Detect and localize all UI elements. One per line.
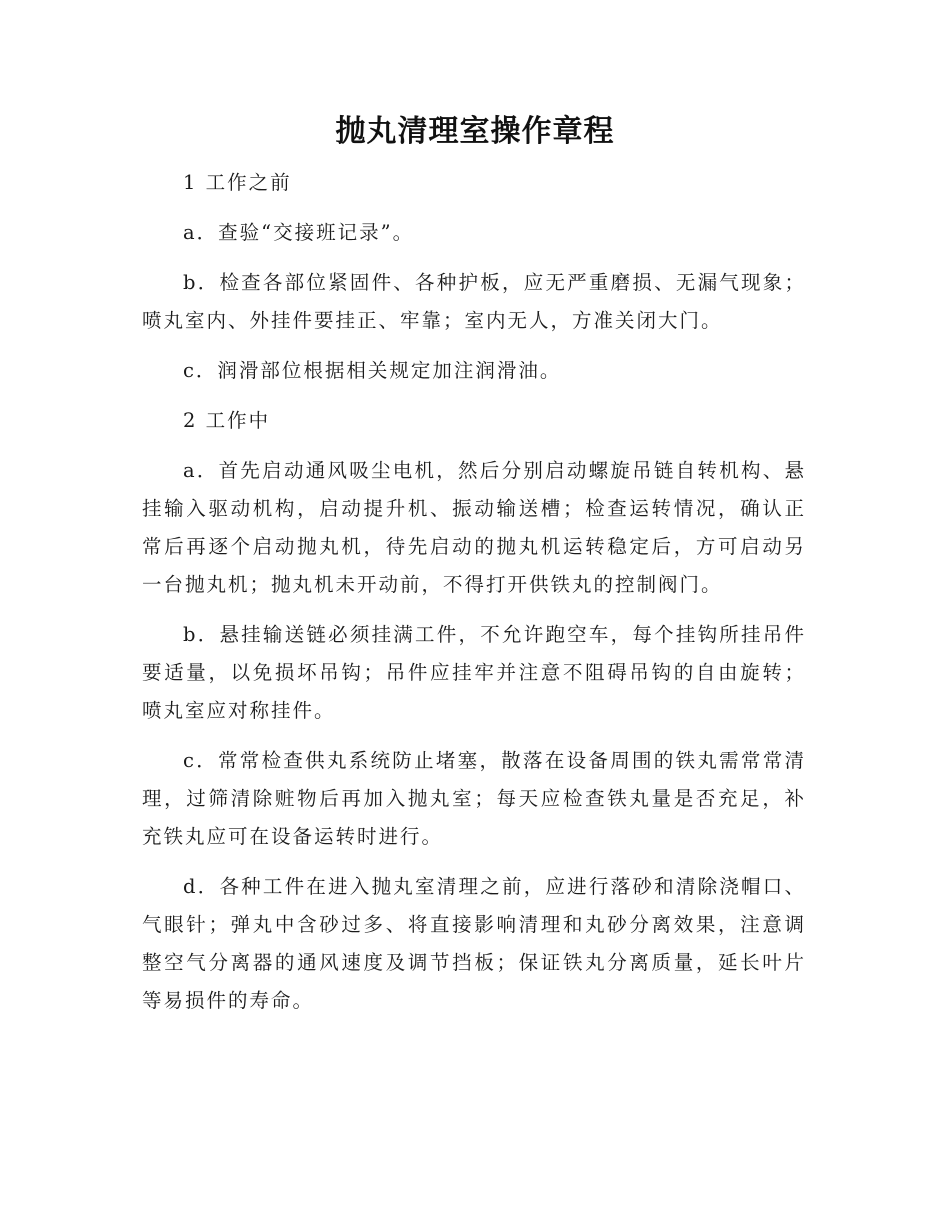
paragraph-item-c-shot-supply: c．常常检查供丸系统防止堵塞，散落在设备周围的铁丸需常常清理，过筛清除赃物后再加入抛丸室；每天应检查铁丸量是否充足，补充铁丸应可在设备运转时进行。 — [142, 749, 806, 848]
section-heading-during-work: 2 工作中 — [183, 409, 271, 432]
paragraph-item-b-conveyor: b．悬挂输送链必须挂满工件，不允许跑空车，每个挂钩所挂吊件要适量，以免损坏吊钩；吊件应挂牢并注意不阻碍吊钩的自由旋转；喷丸室应对称挂件。 — [142, 623, 806, 722]
paragraph-item-c-lubricate: c．润滑部位根据相关规定加注润滑油。 — [183, 359, 562, 382]
document-body — [142, 164, 806, 1032]
document-title: 抛丸清理室操作章程 — [335, 114, 615, 149]
paragraph-item-b-inspect: b．检查各部位紧固件、各种护板，应无严重磨损、无漏气现象；喷丸室内、外挂件要挂正、牢靠；室内无人，方准关闭大门。 — [142, 271, 806, 332]
paragraph-item-a-check-log: a．查验“交接班记录”。 — [183, 221, 415, 244]
paragraph-item-d-workpiece-prep: d．各种工件在进入抛丸室清理之前，应进行落砂和清除浇帽口、气眼针；弹丸中含砂过多、将直接影响清理和丸砂分离效果，注意调整空气分离器的通风速度及调节挡板；保证铁丸分离质量，延长叶片等易损件的寿命。 — [142, 875, 806, 1012]
section-heading-before-work: 1 工作之前 — [183, 171, 292, 194]
paragraph-item-a-startup: a．首先启动通风吸尘电机，然后分别启动螺旋吊链自转机构、悬挂输入驱动机构，启动提升机、振动输送槽；检查运转情况，确认正常后再逐个启动抛丸机，待先启动的抛丸机运转稳定后，方可启动另一台抛丸机；抛丸机未开动前，不得打开供铁丸的控制阀门。 — [142, 459, 806, 596]
